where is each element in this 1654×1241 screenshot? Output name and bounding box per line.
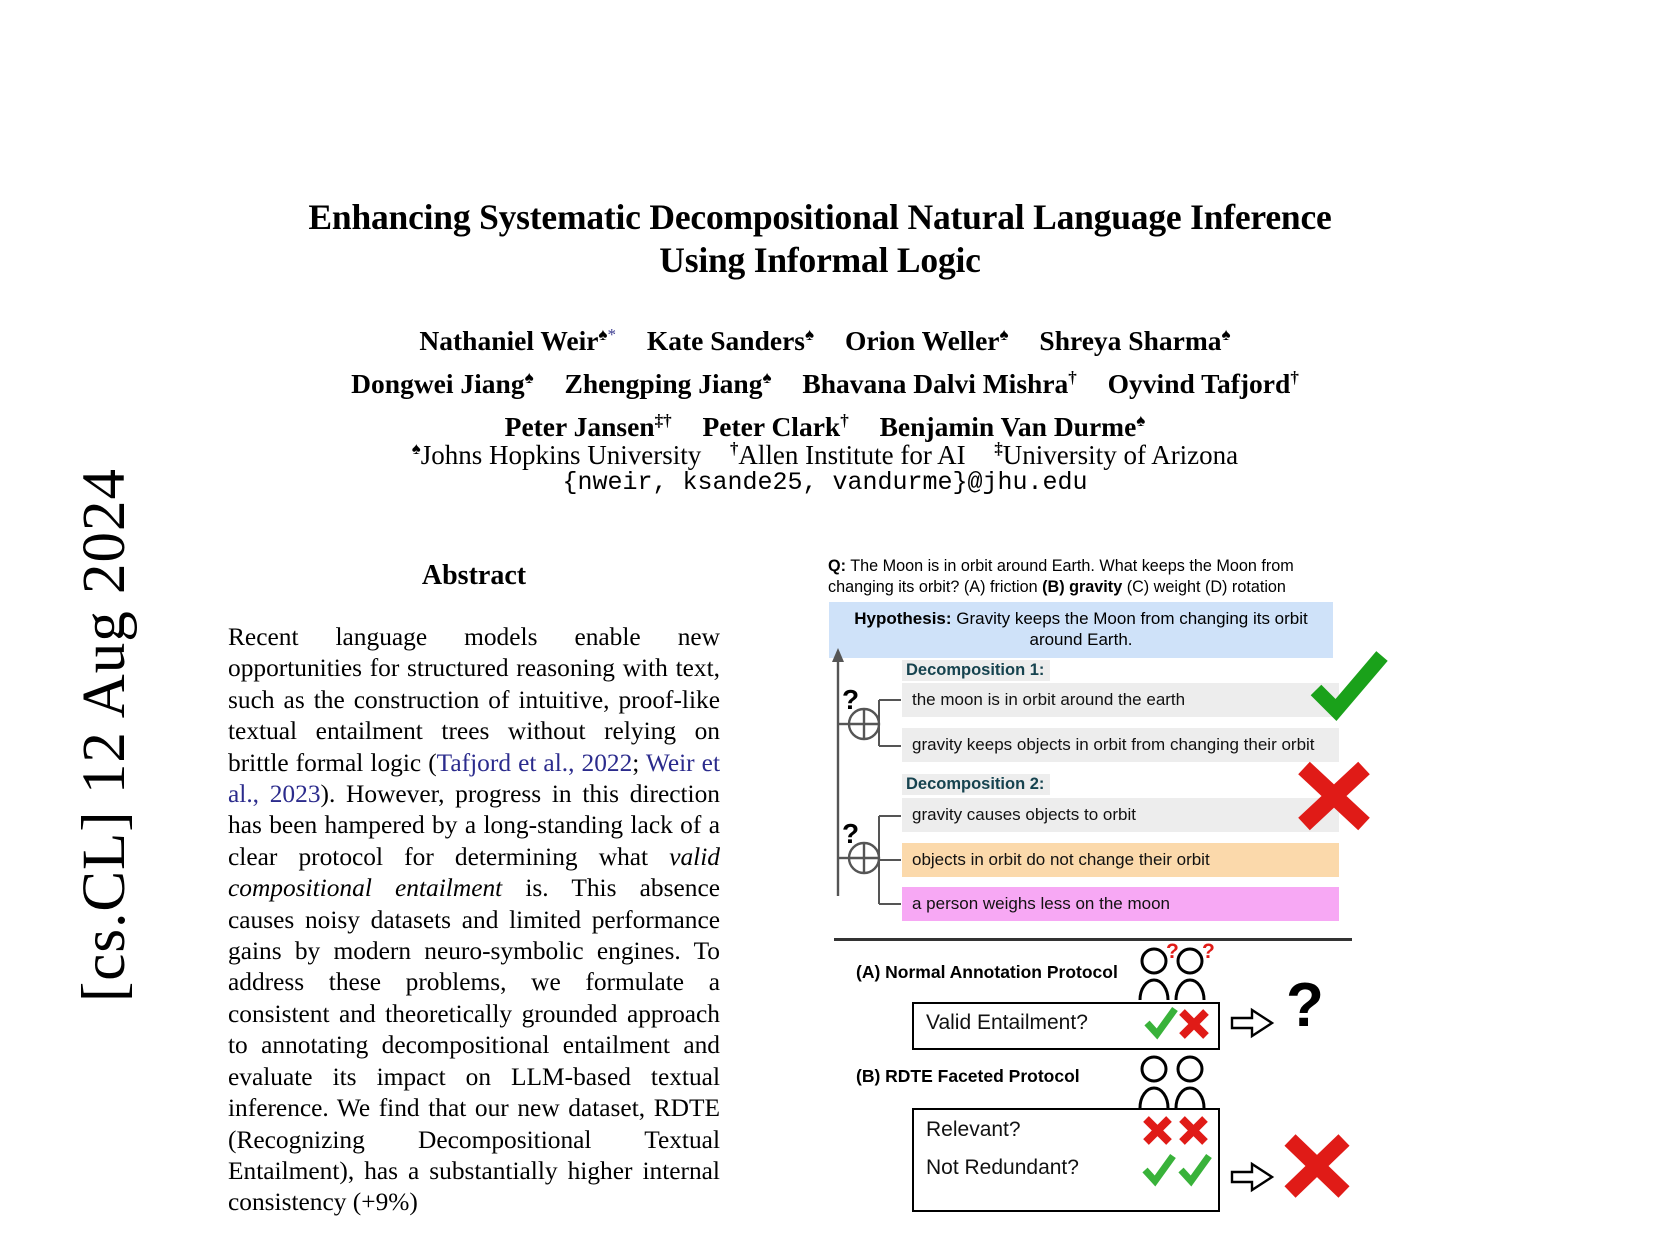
protocol-b-row-1-question: Relevant? xyxy=(926,1118,1021,1141)
author-affil-mark: † xyxy=(1290,368,1299,388)
hypothesis-label: Hypothesis: xyxy=(854,609,952,628)
abstract-text-part-1: Recent language models enable new opportunities for structured reasoning with text, such as the construction of intuitive, proof-like textual entailment trees without relying on brittle formal logic ( xyxy=(228,623,720,777)
protocol-b-outcome-cross-icon xyxy=(1282,1134,1352,1198)
affiliation-name: University of Arizona xyxy=(1002,440,1239,470)
author-name: Dongwei Jiang xyxy=(351,368,525,400)
author-list xyxy=(180,316,1470,445)
decomposition-1-statement-1: the moon is in orbit around the earth xyxy=(902,683,1339,717)
protocol-a-label: (A) Normal Annotation Protocol xyxy=(856,962,1118,982)
abstract-italic-phrase: valid compositional entailment xyxy=(228,842,720,903)
abstract-text-part-2: ). However, progress in this direction has been hampered by a long-standing lack of a clear protocol for determining what xyxy=(228,780,720,871)
affiliation-mark: ♠ xyxy=(411,439,421,458)
question-correct-answer: (B) gravity xyxy=(1042,577,1123,596)
protocol-a-row-question: Valid Entailment? xyxy=(926,1011,1088,1034)
annotator-pair-confused-icon xyxy=(1132,940,1218,1006)
author-row-2 xyxy=(180,359,1470,402)
decomposition-1-statement-2: gravity keeps objects in orbit from changing their orbit xyxy=(902,728,1339,762)
figure-overview xyxy=(826,556,1386,1241)
author-name: Bhavana Dalvi Mishra xyxy=(802,368,1069,400)
author-affil-mark: ♠ xyxy=(762,368,772,388)
affiliation-list xyxy=(180,431,1470,473)
author-affil-mark: ♠ xyxy=(598,325,608,344)
protocol-b-row-1-cross-icon-1 xyxy=(1142,1116,1174,1146)
author-name: Oyvind Tafjord xyxy=(1107,368,1291,400)
author-name: Orion Weller xyxy=(844,325,1000,357)
author-name: Peter Jansen xyxy=(504,411,655,443)
svg-text:?: ? xyxy=(1166,940,1179,963)
decomposition-2-statement-1: gravity causes objects to orbit xyxy=(902,798,1339,832)
author-name: Benjamin Van Durme xyxy=(879,411,1137,443)
author-name: Kate Sanders xyxy=(646,325,805,357)
abstract-text-part-3: is. This absence causes noisy datasets and limited performance gains by modern neuro-symbolic engines. To address these problems, we formulate a consistent and theoretically grounded approach to annotating decompositional entailment and evaluate its impact on LLM-based textual inference. We find that our new dataset, RDTE (Recognizing Decompositional Textual Entailment), has a substantially higher internal consistency (+9%) xyxy=(228,874,721,1217)
author-star-mark: * xyxy=(607,325,616,344)
affiliation-name: Allen Institute for AI xyxy=(738,440,966,470)
author-affil-mark: † xyxy=(1068,368,1077,388)
decomposition-2-label: Decomposition 2: xyxy=(902,774,1050,795)
protocol-a-cross-icon xyxy=(1178,1008,1210,1040)
protocol-b-arrow-icon xyxy=(1230,1162,1274,1192)
affiliation-mark: † xyxy=(729,439,739,458)
author-name: Nathaniel Weir xyxy=(419,325,599,357)
protocol-b-row-2-check-icon-2 xyxy=(1178,1154,1212,1186)
author-affil-mark: ♠ xyxy=(999,325,1009,344)
title-line-1: Enhancing Systematic Decompositional Natural Language Inference xyxy=(308,197,1332,237)
annotator-pair-icon xyxy=(1132,1052,1218,1114)
question-text-a: The Moon is in orbit around Earth. What keeps the Moon from changing its orbit? (A) friction xyxy=(828,557,1294,596)
citation-link-weir[interactable]: Weir et al., 2023 xyxy=(228,748,720,809)
svg-text:?: ? xyxy=(1202,940,1215,963)
citation-link-tafjord[interactable]: Tafjord et al., 2022 xyxy=(436,748,633,777)
citation-separator: ; xyxy=(632,748,646,777)
arxiv-margin-stamp: [cs.CL] 12 Aug 2024 xyxy=(71,467,138,1003)
contact-emails: {nweir, ksande25, vandurme}@jhu.edu xyxy=(562,468,1088,497)
protocol-a-arrow-icon xyxy=(1230,1008,1274,1038)
decomposition-1-label: Decomposition 1: xyxy=(902,660,1050,681)
abstract-body xyxy=(228,622,720,1219)
decomposition-2-question-mark: ? xyxy=(842,818,860,849)
title-line-2: Using Informal Logic xyxy=(659,240,981,280)
author-affil-mark: ♠ xyxy=(1136,411,1146,431)
page-title xyxy=(200,196,1440,282)
decomposition-2-cross-icon xyxy=(1296,762,1372,830)
author-affil-mark: ‡† xyxy=(654,411,672,431)
protocol-b-row-1-cross-icon-2 xyxy=(1178,1116,1210,1146)
question-prefix: Q: xyxy=(828,557,846,575)
affiliation-name: Johns Hopkins University xyxy=(420,440,702,470)
author-affil-mark: ♠ xyxy=(805,325,815,344)
author-affil-mark: ♠ xyxy=(1221,325,1231,344)
decomposition-1-check-icon xyxy=(1310,652,1390,724)
abstract-heading: Abstract xyxy=(421,560,527,591)
author-name: Peter Clark xyxy=(702,411,841,443)
protocol-a-check-icon xyxy=(1144,1006,1178,1040)
author-row-1 xyxy=(180,316,1470,359)
decomposition-1-question-mark: ? xyxy=(842,684,860,715)
decomposition-2-statement-2: objects in orbit do not change their orbit xyxy=(902,843,1339,877)
protocol-b-row-2-question: Not Redundant? xyxy=(926,1156,1079,1179)
figure-divider xyxy=(834,938,1352,941)
decomposition-2-statement-3: a person weighs less on the moon xyxy=(902,887,1339,921)
question-text-b: (C) weight (D) rotation xyxy=(1122,577,1286,596)
protocol-b-label: (B) RDTE Faceted Protocol xyxy=(856,1066,1080,1086)
hypothesis-text: Gravity keeps the Moon from changing its orbit around Earth. xyxy=(951,609,1308,649)
protocol-b-row-2-check-icon-1 xyxy=(1142,1154,1176,1186)
author-name: Shreya Sharma xyxy=(1039,325,1222,357)
author-affil-mark: † xyxy=(840,411,849,431)
author-name: Zhengping Jiang xyxy=(564,368,763,400)
author-affil-mark: ♠ xyxy=(524,368,534,388)
affiliation-mark: ‡ xyxy=(994,439,1003,458)
protocol-a-outcome-question: ? xyxy=(1286,971,1324,1040)
